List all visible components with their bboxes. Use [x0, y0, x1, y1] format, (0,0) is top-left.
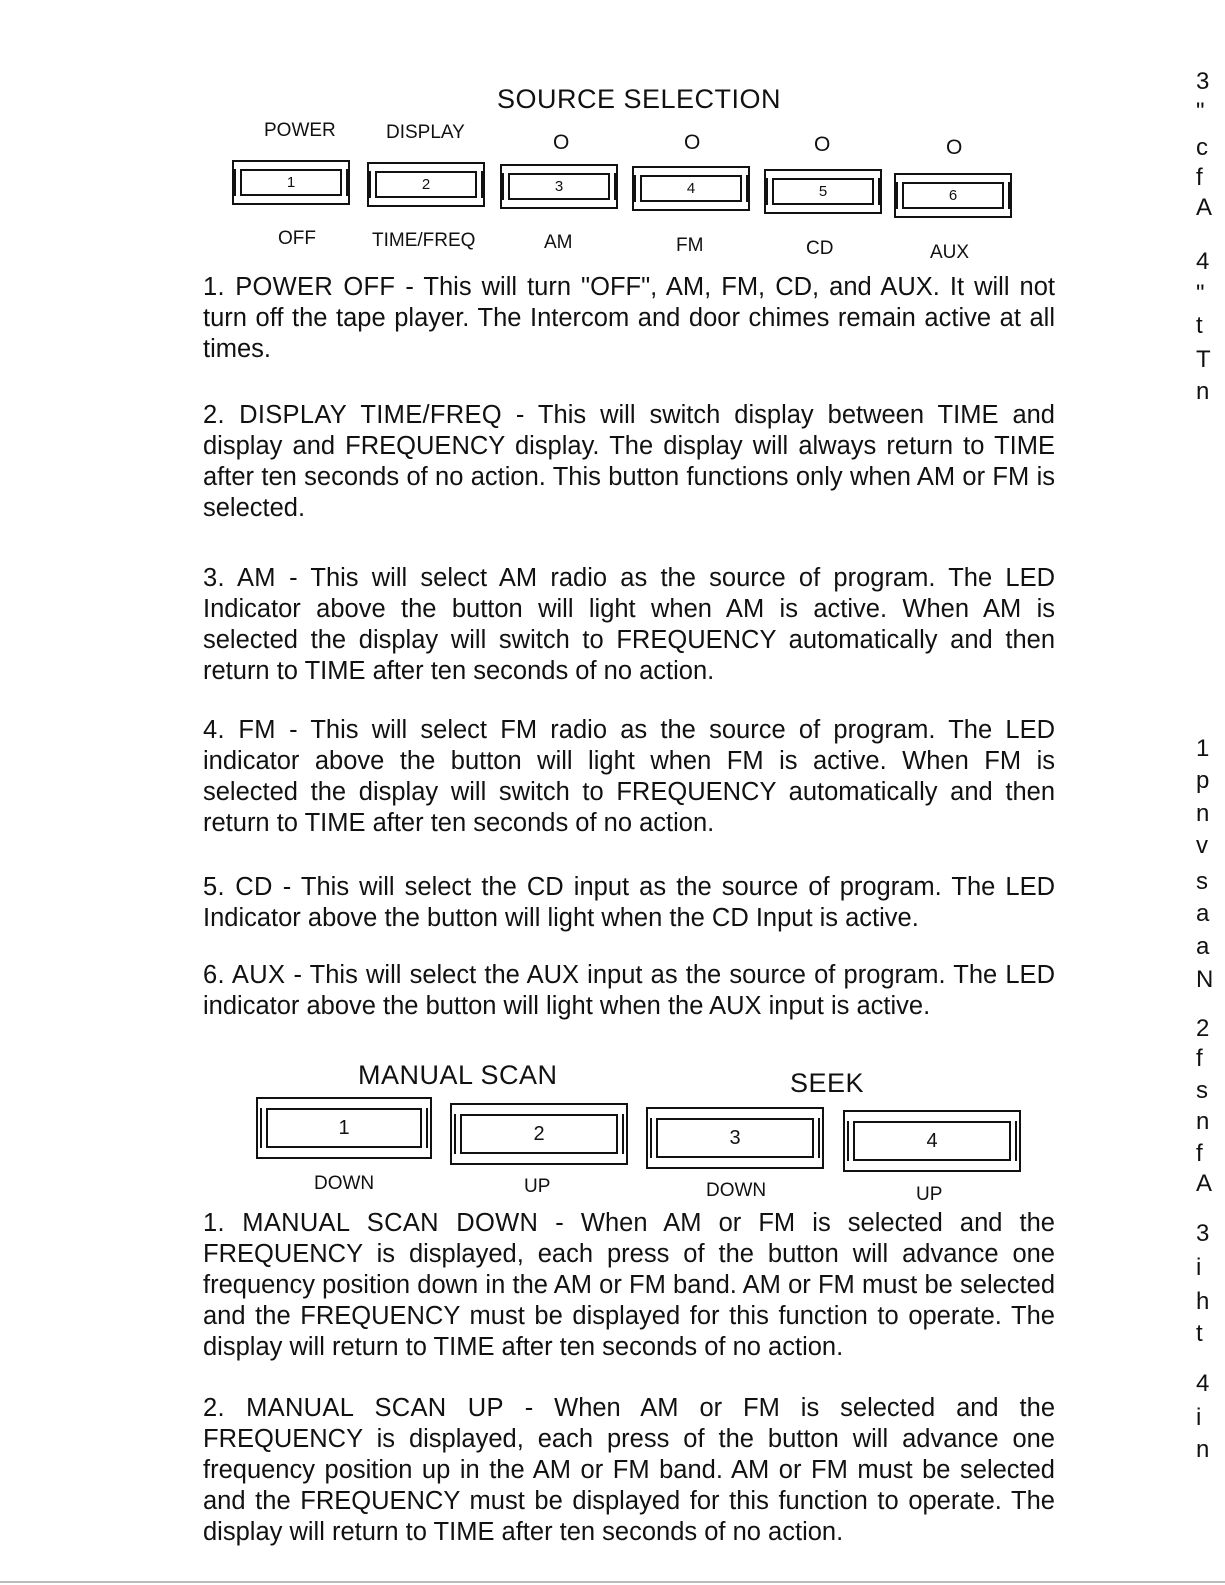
edge-glyph: T — [1196, 346, 1211, 373]
manual-scan-up-label: UP — [524, 1176, 551, 1197]
paragraph-title: 2. MANUAL SCAN UP — [203, 1394, 504, 1422]
paragraph-title: 1. MANUAL SCAN DOWN — [203, 1209, 539, 1237]
button-number: 4 — [640, 175, 742, 202]
fm-label: FM — [676, 235, 704, 256]
fm-paragraph — [203, 715, 1055, 839]
edge-glyph: 3 — [1196, 68, 1210, 95]
paragraph-text: - This will turn "OFF", AM, FM, CD, and AUX. It will not turn off the tape player. The Intercom and door chimes remain active at all times. — [203, 273, 1056, 363]
edge-glyph: f — [1196, 1045, 1203, 1072]
edge-glyph: s — [1196, 868, 1208, 895]
display-label: DISPLAY — [386, 122, 465, 143]
paragraph-text: - When AM or FM is selected and the FREQUENCY is displayed, each press of the button will advance one frequency position up in the AM or FM band. AM or FM must be selected and the FREQUENCY must be displayed for this function to operate. The display will return to TIME after ten seconds of no action. — [203, 1394, 1055, 1546]
aux-paragraph — [203, 960, 1055, 1022]
aux-button[interactable] — [894, 173, 1012, 218]
edge-glyph: a — [1196, 900, 1210, 927]
button-number: 3 — [656, 1118, 814, 1158]
manual-scan-up-button[interactable] — [450, 1103, 628, 1165]
edge-glyph: a — [1196, 933, 1210, 960]
paragraph-title: 3. AM — [203, 564, 276, 592]
cd-led-indicator: O — [814, 133, 831, 156]
power-off-paragraph — [203, 272, 1055, 365]
am-led-indicator: O — [553, 131, 570, 154]
button-number: 2 — [375, 171, 477, 198]
seek-down-label: DOWN — [706, 1180, 767, 1201]
edge-glyph: N — [1196, 966, 1214, 993]
paragraph-text: - This will select the CD input as the source of program. The LED Indicator above the button will light when the CD Input is active. — [203, 873, 1055, 932]
edge-glyph: f — [1196, 164, 1203, 191]
edge-glyph: c — [1196, 134, 1208, 161]
button-number: 1 — [240, 169, 342, 196]
display-time-freq-button[interactable] — [367, 162, 485, 207]
paragraph-title: 2. DISPLAY TIME/FREQ — [203, 401, 502, 429]
edge-glyph: " — [1196, 98, 1205, 125]
display-time-freq-paragraph — [203, 400, 1055, 524]
seek-up-label: UP — [916, 1184, 943, 1205]
power-label: POWER — [264, 120, 336, 141]
edge-glyph: n — [1196, 1108, 1210, 1135]
edge-glyph: h — [1196, 1288, 1210, 1315]
fm-button[interactable] — [632, 166, 750, 211]
paragraph-title: 1. POWER OFF — [203, 273, 396, 301]
edge-glyph: n — [1196, 800, 1210, 827]
time-freq-label: TIME/FREQ — [372, 230, 476, 251]
power-off-button[interactable] — [232, 160, 350, 205]
am-label: AM — [544, 232, 573, 253]
fm-led-indicator: O — [684, 131, 701, 154]
edge-glyph: s — [1196, 1077, 1208, 1104]
paragraph-text: - This will switch display between TIME and display and FREQUENCY display. The display will always return to TIME after ten seconds of no action. This button functions only when AM or FM is selected. — [203, 401, 1055, 522]
edge-glyph: 4 — [1196, 248, 1210, 275]
edge-glyph: n — [1196, 1436, 1210, 1463]
aux-led-indicator: O — [946, 136, 963, 159]
am-paragraph — [203, 563, 1055, 687]
edge-glyph: A — [1196, 194, 1213, 221]
paragraph-title: 6. AUX — [203, 961, 286, 989]
edge-glyph: 3 — [1196, 1220, 1210, 1247]
edge-glyph: n — [1196, 378, 1210, 405]
paragraph-title: 4. FM — [203, 716, 276, 744]
seek-down-button[interactable] — [646, 1107, 824, 1169]
manual-scan-up-paragraph — [203, 1393, 1055, 1548]
edge-glyph: 1 — [1196, 735, 1210, 762]
edge-glyph: f — [1196, 1140, 1203, 1167]
edge-glyph: i — [1196, 1254, 1202, 1281]
button-number: 2 — [460, 1114, 618, 1154]
paragraph-title: 5. CD — [203, 873, 273, 901]
cd-paragraph — [203, 872, 1055, 934]
button-number: 1 — [266, 1108, 422, 1148]
paragraph-text: - This will select AM radio as the source of program. The LED Indicator above the button will light when AM is active. When AM is selected the display will switch to FREQUENCY automatically and then return to TIME after ten seconds of no action. — [203, 564, 1056, 685]
manual-scan-down-label: DOWN — [314, 1173, 375, 1194]
off-label: OFF — [278, 228, 316, 249]
button-number: 3 — [508, 173, 610, 200]
manual-scan-down-paragraph — [203, 1208, 1055, 1363]
cd-label: CD — [806, 238, 834, 259]
button-number: 5 — [772, 178, 874, 205]
am-button[interactable] — [500, 164, 618, 209]
edge-glyph: " — [1196, 280, 1205, 307]
manual-scan-heading: MANUAL SCAN — [358, 1060, 558, 1090]
paragraph-text: - When AM or FM is selected and the FREQUENCY is displayed, each press of the button will advance one frequency position down in the AM or FM band. AM or FM must be selected and the FREQUENCY must be displayed for this function to operate. The display will return to TIME after ten seconds of no action. — [203, 1209, 1055, 1361]
button-number: 6 — [902, 182, 1004, 209]
scan-bottom-edge — [0, 1581, 1225, 1583]
edge-glyph: A — [1196, 1170, 1213, 1197]
cd-button[interactable] — [764, 169, 882, 214]
aux-label: AUX — [930, 242, 970, 263]
edge-glyph: t — [1196, 1320, 1203, 1347]
edge-glyph: v — [1196, 832, 1208, 859]
source-selection-heading: SOURCE SELECTION — [497, 84, 782, 114]
button-number: 4 — [853, 1121, 1011, 1161]
edge-glyph: t — [1196, 312, 1203, 339]
edge-glyph: i — [1196, 1404, 1202, 1431]
edge-glyph: 2 — [1196, 1015, 1210, 1042]
seek-up-button[interactable] — [843, 1110, 1021, 1172]
paragraph-text: - This will select FM radio as the source of program. The LED indicator above the button will light when FM is active. When FM is selected the display will switch to FREQUENCY automatically and then return to TIME after ten seconds of no action. — [203, 716, 1055, 837]
paragraph-text: - This will select the AUX input as the source of program. The LED indicator above the button will light when the AUX input is active. — [203, 961, 1055, 1020]
manual-scan-down-button[interactable] — [256, 1097, 432, 1159]
edge-glyph: p — [1196, 767, 1210, 794]
seek-heading: SEEK — [790, 1068, 865, 1098]
edge-glyph: 4 — [1196, 1370, 1210, 1397]
